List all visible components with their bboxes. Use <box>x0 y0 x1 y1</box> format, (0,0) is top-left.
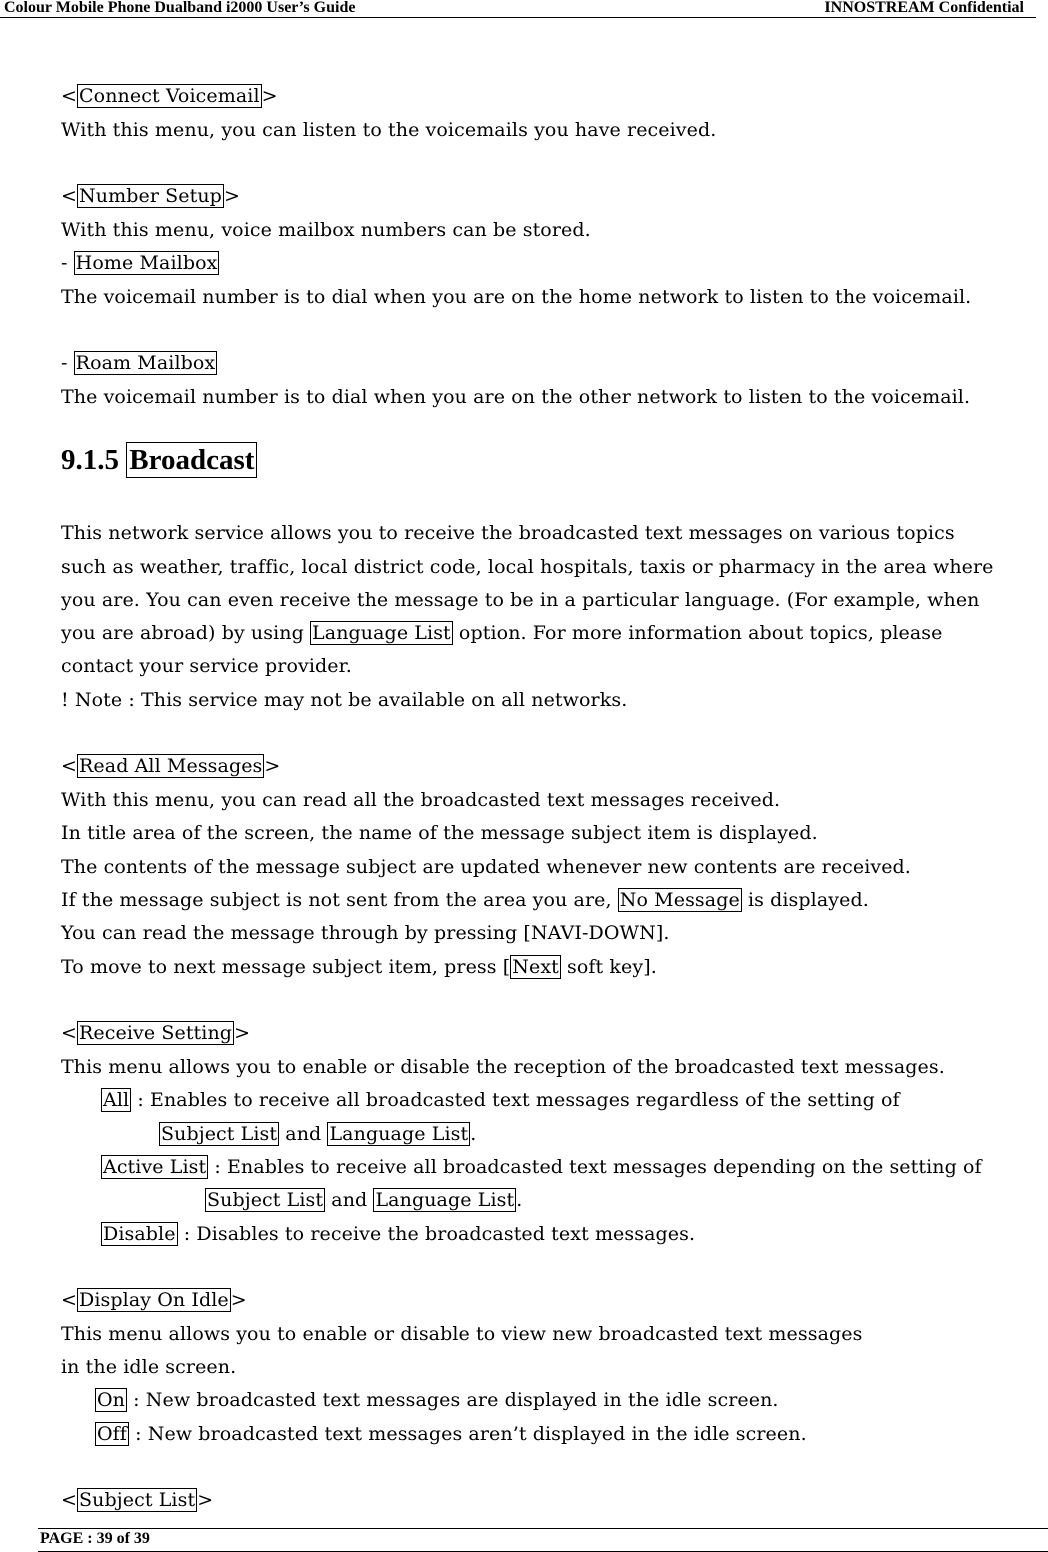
read-all-line-4-post: is displayed. <box>741 889 869 911</box>
display-idle-desc-1: This menu allows you to enable or disable to view new broadcasted text messages <box>61 1323 863 1345</box>
home-mailbox-desc: The voicemail number is to dial when you are on the home network to listen to the voicemail. <box>61 286 972 308</box>
number-setup-menu-label: Number Setup <box>79 185 222 207</box>
all-desc: : Enables to receive all broadcasted text messages regardless of the setting of <box>131 1089 900 1111</box>
intro-line-1: This network service allows you to receive the broadcasted text messages on various topics <box>61 522 955 544</box>
on-desc: : New broadcasted text messages are displayed in the idle screen. <box>127 1389 779 1411</box>
connect-voicemail-heading: < Connect Voicemail > <box>61 85 278 107</box>
page-header <box>0 0 1036 18</box>
read-all-line-5 <box>61 921 670 945</box>
intro-line-5: contact your service provider. <box>61 655 352 677</box>
off-label: Off <box>97 1423 127 1445</box>
intro-line-4-pre: you are abroad) by using <box>61 622 311 644</box>
language-list-label: Language List <box>375 1189 515 1211</box>
and-text: and <box>325 1189 374 1211</box>
display-on-option <box>95 1388 779 1412</box>
note-text: : This service may not be available on all networks. <box>122 689 628 711</box>
and-text: and <box>279 1123 328 1145</box>
subject-list-menu-label: Subject List <box>79 1489 196 1511</box>
connect-voicemail-menu-label: Connect Voicemail <box>79 85 260 107</box>
read-all-line-5-post: ]. <box>655 922 670 944</box>
read-all-line-6-post: soft key]. <box>560 956 657 978</box>
intro-line-3: you are. You can even receive the message to be in a particular language. (For example, when <box>61 589 980 611</box>
receive-all-option <box>101 1088 900 1112</box>
page-number: PAGE : 39 of 39 <box>40 1530 150 1547</box>
home-mailbox-item: - Home Mailbox <box>61 252 218 274</box>
read-all-menu-label: Read All Messages <box>79 755 263 777</box>
all-label: All <box>103 1089 130 1111</box>
page-footer <box>38 1528 1048 1552</box>
display-idle-heading: < Display On Idle > <box>61 1289 247 1311</box>
period-text: . <box>516 1189 523 1211</box>
no-message-label: No Message <box>619 889 740 911</box>
receive-setting-desc: This menu allows you to enable or disable the reception of the broadcasted text messages. <box>61 1056 945 1078</box>
intro-line-4-post: option. For more information about topics, please <box>452 622 943 644</box>
subject-list-label: Subject List <box>207 1189 324 1211</box>
note-line <box>61 688 627 712</box>
read-all-line-2: In title area of the screen, the name of the message subject item is displayed. <box>61 822 818 844</box>
intro-line-4 <box>61 621 943 645</box>
header-doc-title: Colour Mobile Phone Dualband i2000 User’s Guide <box>4 0 356 16</box>
subject-list-label: Subject List <box>161 1123 278 1145</box>
off-desc: : New broadcasted text messages aren’t displayed in the idle screen. <box>128 1423 807 1445</box>
language-list-label: Language List <box>329 1123 469 1145</box>
roam-mailbox-desc: The voicemail number is to dial when you are on the other network to listen to the voicemail. <box>61 386 971 408</box>
active-list-label: Active List <box>103 1156 207 1178</box>
section-number: 9.1.5 <box>61 444 119 476</box>
read-all-line-4 <box>61 888 869 912</box>
section-title: Broadcast <box>126 442 257 478</box>
active-desc: : Enables to receive all broadcasted text messages depending on the setting of <box>208 1156 982 1178</box>
receive-setting-menu-label: Receive Setting <box>79 1022 233 1044</box>
period-text: . <box>470 1123 477 1145</box>
read-all-line-5-pre: You can read the message through by pressing [ <box>61 922 531 944</box>
receive-active-option <box>101 1155 982 1179</box>
read-all-heading: < Read All Messages > <box>61 755 281 777</box>
display-idle-menu-label: Display On Idle <box>79 1289 229 1311</box>
read-all-line-4-pre: If the message subject is not sent from the area you are, <box>61 889 618 911</box>
subject-list-heading: < Subject List > <box>61 1489 214 1511</box>
receive-all-option-cont <box>159 1122 476 1146</box>
navi-down-key: NAVI-DOWN <box>530 922 656 944</box>
next-soft-key-label: Next <box>512 956 559 978</box>
receive-setting-heading: < Receive Setting > <box>61 1022 251 1044</box>
on-label: On <box>97 1389 126 1411</box>
number-setup-heading: < Number Setup > <box>61 185 240 207</box>
number-setup-desc: With this menu, voice mailbox numbers can be stored. <box>61 219 591 241</box>
read-all-line-6 <box>61 955 657 979</box>
roam-mailbox-label: Roam Mailbox <box>75 352 216 374</box>
intro-line-2: such as weather, traffic, local district code, local hospitals, taxis or pharmacy in the area where <box>61 556 994 578</box>
display-off-option <box>95 1422 807 1446</box>
note-label: ! Note <box>61 689 123 711</box>
disable-desc: : Disables to receive the broadcasted text messages. <box>177 1223 696 1245</box>
roam-mailbox-item: - Roam Mailbox <box>61 352 216 374</box>
read-all-line-3: The contents of the message subject are updated whenever new contents are received. <box>61 856 911 878</box>
section-heading <box>61 442 257 478</box>
receive-disable-option <box>101 1222 695 1246</box>
connect-voicemail-desc: With this menu, you can listen to the voicemails you have received. <box>61 119 717 141</box>
read-all-line-6-pre: To move to next message subject item, press [ <box>61 956 511 978</box>
home-mailbox-label: Home Mailbox <box>75 252 218 274</box>
header-confidential: INNOSTREAM Confidential <box>824 0 1024 16</box>
read-all-line-1: With this menu, you can read all the broadcasted text messages received. <box>61 789 781 811</box>
receive-active-option-cont <box>205 1188 522 1212</box>
disable-label: Disable <box>103 1223 176 1245</box>
language-list-label: Language List <box>312 622 451 644</box>
display-idle-desc-2: in the idle screen. <box>61 1356 237 1378</box>
